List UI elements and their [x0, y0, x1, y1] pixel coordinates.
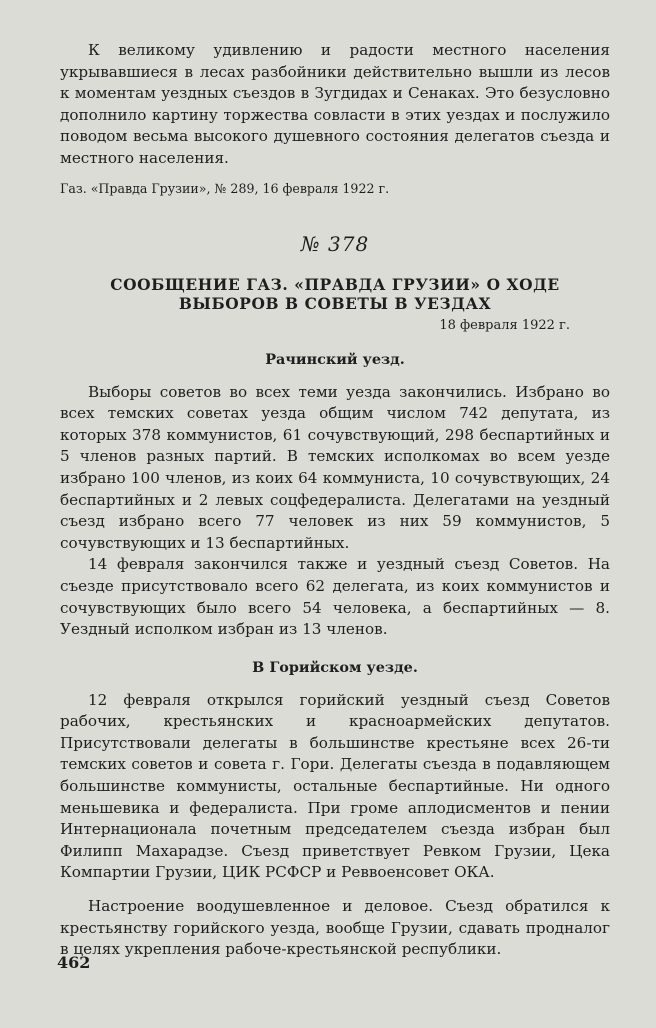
section-heading-rachinsky: Рачинский уезд.	[265, 350, 405, 368]
paragraph-gap	[60, 884, 610, 896]
document-date: 18 февраля 1922 г.	[439, 317, 570, 333]
document-number: № 378	[300, 231, 370, 256]
document-title-line-2: ВЫБОРОВ В СОВЕТЫ В УЕЗДАХ	[178, 294, 492, 313]
section1-paragraph-2: 14 февраля закончился также и уездный съезд Советов. На съезде присутствовало всего 62 делегата, из коих коммунистов и сочувствующих было всего 54 человека, а беспартийных — 8. Уездный исполком избран из 13 членов.	[60, 555, 610, 639]
page-body	[60, 40, 610, 961]
intro-source-citation: Газ. «Правда Грузии», № 289, 16 февраля 1922 г.	[60, 180, 390, 196]
intro-paragraph: К великому удивлению и радости местного населения укрывавшиеся в лесах разбойники действительно вышли из лесов к моментам уездных съездов в Зугдидах и Сенаках. Это безусловно дополнило картину торжества совласти в этих уездах и послужило поводом весьма высокого душевного состояния делегатов съезда и местного населения.	[60, 41, 610, 167]
document-title-line-1: СООБЩЕНИЕ ГАЗ. «ПРАВДА ГРУЗИИ» О ХОДЕ	[110, 275, 560, 294]
section-heading-gori: В Горийском уезде.	[252, 658, 418, 676]
section1-paragraph-1: Выборы советов во всех теми уезда закончились. Избрано во всех темских советах уезда общим числом 742 депутата, из которых 378 коммунистов, 61 сочувствующий, 298 беспартийных и 5 членов разных партий. В темских исполкомах во всем уезде избрано 100 членов, из коих 64 коммуниста, 10 сочувствующих, 24 беспартийных и 2 левых соцфедералиста. Делегатами на уездный съезд избрано всего 77 человек из них 59 коммунистов, 5 сочувствующих и 13 беспартийных.	[60, 382, 610, 552]
section2-paragraph-1: 12 февраля открылся горийский уездный съезд Советов рабочих, крестьянских и красноармейских депутатов. Присутствовали делегаты в большинстве крестьяне всех 26-ти темских советов и совета г. Гори. Делегаты съезда в подавляющем большинстве коммунисты, остальные беспартийные. Ни одного меньшевика и федералиста. При громе аплодисментов и пении Интернационала почетным председателем съезда избран был Филипп Махарадзе. Съезд приветствует Ревком Грузии, Цека Компартии Грузии, ЦИК РСФСР и Реввоенсовет ОКА.	[60, 690, 610, 882]
page-number: 462	[57, 953, 91, 972]
section2-paragraph-2: Настроение воодушевленное и деловое. Съезд обратился к крестьянству горийского уезда, вообще Грузии, сдавать продналог в целях укрепления рабоче-крестьянской республики.	[60, 897, 610, 959]
document-title	[60, 276, 610, 314]
